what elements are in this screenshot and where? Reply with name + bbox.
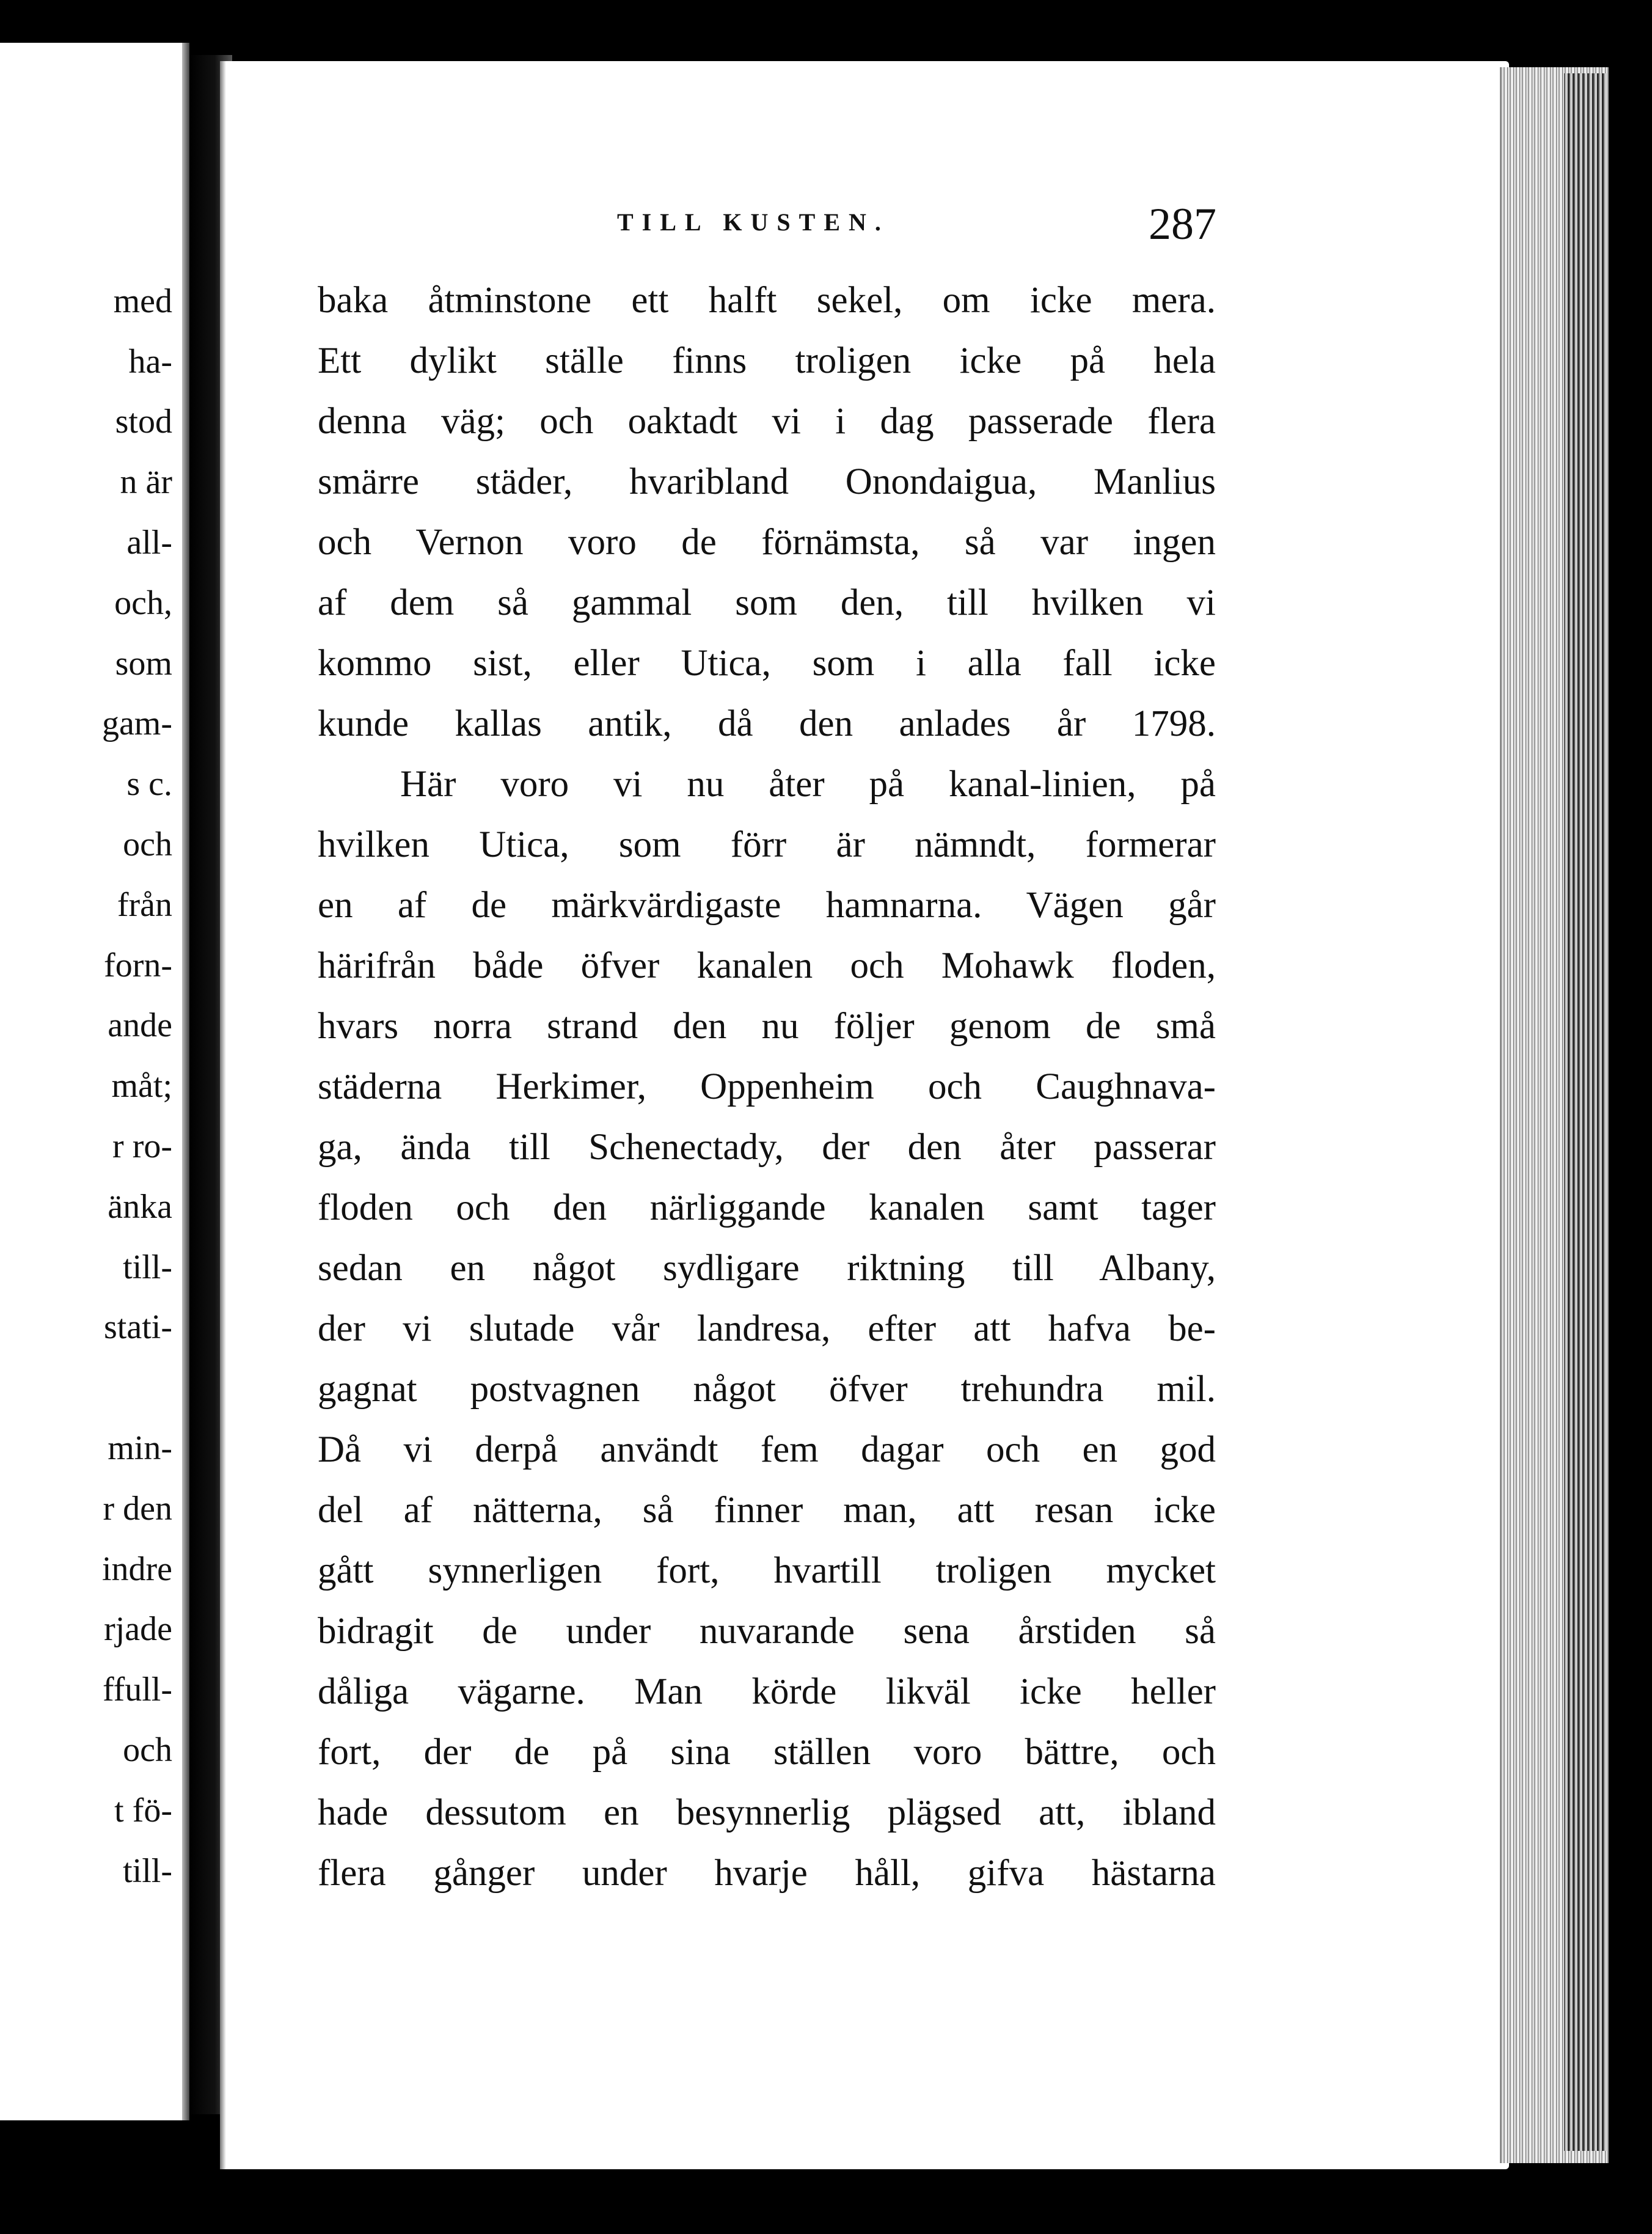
left-page-fragment: all- — [126, 524, 172, 562]
text-line: gagnat postvagnen något öfver trehundra mil. — [318, 1369, 1216, 1410]
text-line: af dem så gammal som den, till hvilken vi — [318, 582, 1216, 623]
text-line: Här voro vi nu åter på kanal-linien, på — [400, 764, 1216, 805]
text-line: hade dessutom en besynnerlig plägsed att, ibland — [318, 1792, 1216, 1833]
text-line: härifrån både öfver kanalen och Mohawk floden, — [318, 945, 1216, 986]
left-page-fragment: ffull- — [102, 1671, 172, 1708]
text-line: del af nätterna, så finner man, att resan icke — [318, 1490, 1216, 1531]
text-line: hvilken Utica, som förr är nämndt, formerar — [318, 824, 1216, 865]
left-page-fragment: r ro- — [112, 1127, 172, 1165]
body-text — [318, 270, 1216, 1903]
left-page-fragment: till- — [123, 1248, 172, 1286]
left-page-fragment: gam- — [101, 705, 172, 742]
left-page-fragment: t fö- — [114, 1792, 172, 1829]
left-page-fragment: s c. — [126, 765, 172, 803]
left-facing-page — [0, 43, 189, 2120]
text-line: en af de märkvärdigaste hamnarna. Vägen går — [318, 885, 1216, 926]
text-line: hvars norra strand den nu följer genom de små — [318, 1006, 1216, 1047]
text-line: smärre städer, hvaribland Onondaigua, Manlius — [318, 461, 1216, 502]
left-page-fragment: min- — [108, 1429, 172, 1467]
text-line: Ett dylikt ställe finns troligen icke på hela — [318, 340, 1216, 381]
left-page-fragment: änka — [108, 1188, 172, 1226]
left-page-fragment: rjade — [104, 1610, 172, 1648]
text-line: och Vernon voro de förnämsta, så var ingen — [318, 522, 1216, 563]
left-page-fragment: stati- — [104, 1308, 172, 1346]
text-line: gått synnerligen fort, hvartill troligen mycket — [318, 1550, 1216, 1591]
text-line: städerna Herkimer, Oppenheim och Caughnava- — [318, 1066, 1216, 1107]
text-line: der vi slutade vår landresa, efter att hafva be- — [318, 1308, 1216, 1349]
text-line: kunde kallas antik, då den anlades år 1798. — [318, 703, 1216, 744]
text-line: flera gånger under hvarje håll, gifva hästarna — [318, 1853, 1216, 1894]
left-page-fragment: ande — [108, 1006, 172, 1044]
text-line: ga, ända till Schenectady, der den åter passerar — [318, 1127, 1216, 1168]
left-page-fragment: ha- — [128, 343, 172, 381]
text-line: denna väg; och oaktadt vi i dag passerade flera — [318, 401, 1216, 442]
text-line: kommo sist, eller Utica, som i alla fall icke — [318, 643, 1216, 684]
text-line: fort, der de på sina ställen voro bättre, och — [318, 1732, 1216, 1773]
left-page-fragment: till- — [123, 1852, 172, 1890]
left-page-fragment: indre — [101, 1550, 172, 1588]
left-page-fragment: med — [113, 282, 172, 320]
left-page-fragment: och, — [114, 584, 172, 622]
page-shadow — [220, 61, 226, 2169]
text-line: bidragit de under nuvarande sena årstiden så — [318, 1611, 1216, 1652]
left-page-fragment: stod — [115, 403, 172, 441]
left-page-fragment: och — [123, 1731, 172, 1769]
left-page-edge — [182, 43, 189, 2120]
text-line: dåliga vägarne. Man körde likväl icke heller — [318, 1671, 1216, 1712]
left-page-fragment: r den — [103, 1490, 172, 1528]
left-page-fragment: måt; — [111, 1067, 172, 1105]
left-page-fragment: och — [123, 826, 172, 863]
left-page-fragment: forn- — [104, 947, 172, 984]
page-stack-edge-outer — [1564, 73, 1607, 2151]
text-line: sedan en något sydligare riktning till Albany, — [318, 1248, 1216, 1289]
text-line: floden och den närliggande kanalen samt tager — [318, 1187, 1216, 1228]
left-page-fragment: som — [115, 645, 172, 683]
running-head: TILL KUSTEN. — [617, 208, 890, 236]
text-line: baka åtminstone ett halft sekel, om icke mera. — [318, 280, 1216, 321]
text-line: Då vi derpå användt fem dagar och en god — [318, 1429, 1216, 1470]
page-number: 287 — [1149, 199, 1216, 249]
left-page-fragment: från — [117, 886, 172, 924]
left-page-fragment: n är — [120, 463, 172, 501]
